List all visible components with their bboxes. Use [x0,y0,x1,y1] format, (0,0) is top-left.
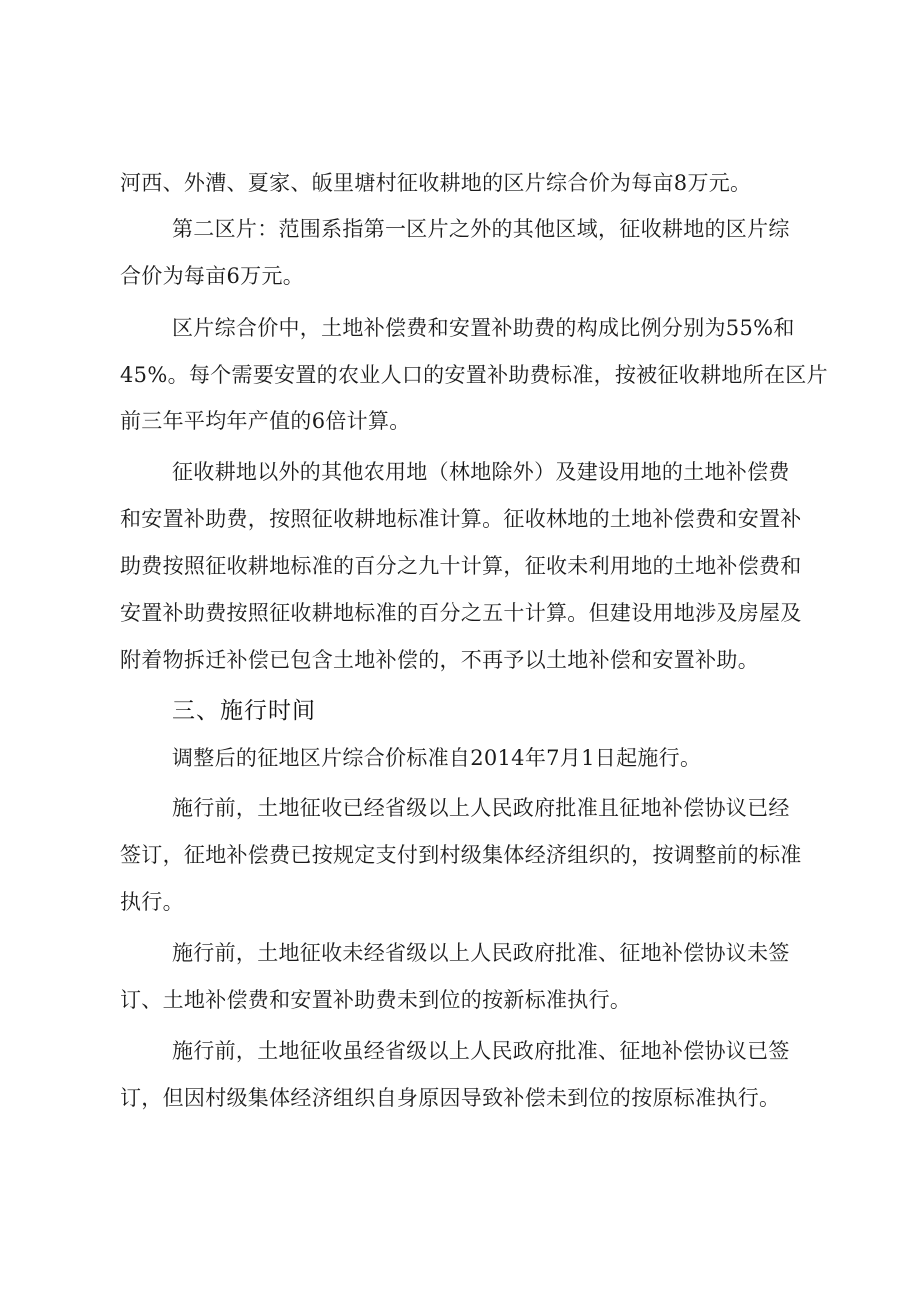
paragraph-line: 助费按照征收耕地标准的百分之九十计算，征收未利用地的土地补偿费和 [120,554,802,578]
paragraph-line: 45%。每个需要安置的农业人口的安置补助费标准，按被征收耕地所在区片 [120,363,828,387]
paragraph-line: 征收耕地以外的其他农用地（林地除外）及建设用地的土地补偿费 [172,460,790,484]
paragraph-line: 施行前，土地征收虽经省级以上人民政府批准、征地补偿协议已签 [172,1039,790,1063]
paragraph-line: 安置补助费按照征收耕地标准的百分之五十计算。但建设用地涉及房屋及 [120,601,802,625]
paragraph-line: 订、土地补偿费和安置补助费未到位的按新标准执行。 [120,988,632,1012]
paragraph-line: 执行。 [120,890,184,914]
paragraph-line: 施行前，土地征收未经省级以上人民政府批准、征地补偿协议未签 [172,941,790,965]
section-heading: 三、施行时间 [172,698,316,724]
paragraph-line: 第二区片：范围系指第一区片之外的其他区域，征收耕地的区片综 [172,217,790,241]
paragraph-line: 区片综合价中，土地补偿费和安置补助费的构成比例分别为55%和 [172,316,795,340]
paragraph-line: 调整后的征地区片综合价标准自2014年7月1日起施行。 [172,746,702,770]
paragraph-line: 施行前，土地征收已经省级以上人民政府批准且征地补偿协议已经 [172,796,790,820]
paragraph-line: 前三年平均年产值的6倍计算。 [120,409,411,433]
paragraph-line: 订，但因村级集体经济组织自身原因导致补偿未到位的按原标准执行。 [120,1086,781,1110]
paragraph-line: 和安置补助费，按照征收耕地标准计算。征收林地的土地补偿费和安置补 [120,507,802,531]
paragraph-line: 合价为每亩6万元。 [120,264,305,288]
paragraph-line: 附着物拆迁补偿已包含土地补偿的，不再予以土地补偿和安置补助。 [120,648,759,672]
paragraph-line: 河西、外漕、夏家、皈里塘村征收耕地的区片综合价为每亩8万元。 [120,171,752,195]
paragraph-line: 签订，征地补偿费已按规定支付到村级集体经济组织的，按调整前的标准 [120,843,802,867]
